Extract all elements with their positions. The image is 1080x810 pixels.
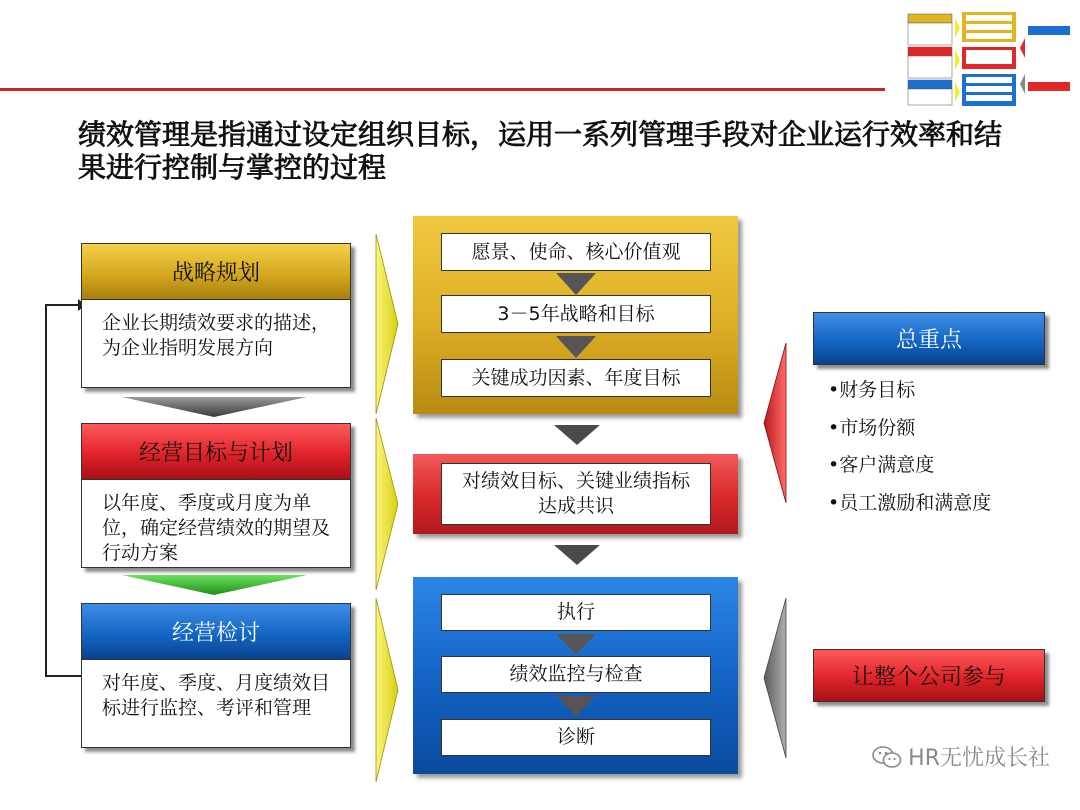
focus-point-item: • 客户满意度 (828, 447, 1048, 485)
step-monitor-inspect: 绩效监控与检查 (441, 656, 711, 693)
down-arrow-grey (554, 545, 600, 565)
down-arrow-small (556, 336, 596, 358)
feedback-loop-arrow (38, 295, 86, 685)
focus-points-list (828, 372, 1048, 522)
step-key-success-factors: 关键成功因素、年度目标 (441, 359, 711, 397)
company-participation-title: 让整个公司参与 (813, 649, 1045, 702)
grey-chevron (762, 598, 788, 758)
step-vision-mission: 愿景、使命、核心价值观 (441, 233, 711, 271)
header-rule (0, 88, 885, 91)
step-strategy-goals: 3－5年战略和目标 (441, 295, 711, 333)
card-operating-review-title: 经营检讨 (82, 604, 350, 660)
down-arrow-grey (554, 425, 600, 445)
card-strategy-planning-body: 企业长期绩效要求的描述，为企业指明发展方向 (102, 312, 331, 359)
focus-point-item: • 员工激励和满意度 (828, 485, 1048, 523)
card-operating-goals-title: 经营目标与计划 (82, 424, 350, 480)
card-strategy-planning-title: 战略规划 (82, 244, 350, 300)
card-operating-review-body: 对年度、季度、月度绩效目标进行监控、考评和管理 (102, 672, 331, 719)
yellow-chevrons (374, 234, 400, 784)
card-strategy-planning (81, 243, 351, 388)
diagram-thumbnail (894, 8, 1076, 108)
step-execute: 执行 (441, 594, 711, 631)
focus-point-item: • 财务目标 (828, 372, 1048, 410)
card-operating-review (81, 603, 351, 748)
down-arrow-small (556, 634, 596, 654)
down-arrow-green (122, 575, 307, 595)
down-arrow-grey (122, 397, 307, 417)
focus-points-title: 总重点 (813, 312, 1045, 365)
card-operating-goals (81, 423, 351, 568)
page-heading: 绩效管理是指通过设定组织目标，运用一系列管理手段对企业运行效率和结果进行控制与掌控的过程 (78, 118, 1003, 184)
watermark-text: HR无忧成长社 (908, 746, 1050, 771)
step-consensus: 对绩效目标、关键业绩指标达成共识 (441, 463, 711, 525)
down-arrow-small (556, 696, 596, 716)
down-arrow-small (556, 273, 596, 295)
focus-point-item: • 市场份额 (828, 410, 1048, 448)
watermark (872, 741, 1050, 772)
step-diagnose: 诊断 (441, 719, 711, 756)
card-operating-goals-body: 以年度、季度或月度为单位，确定经营绩效的期望及行动方案 (102, 492, 331, 564)
red-chevron (762, 343, 788, 503)
wechat-icon (872, 745, 902, 769)
